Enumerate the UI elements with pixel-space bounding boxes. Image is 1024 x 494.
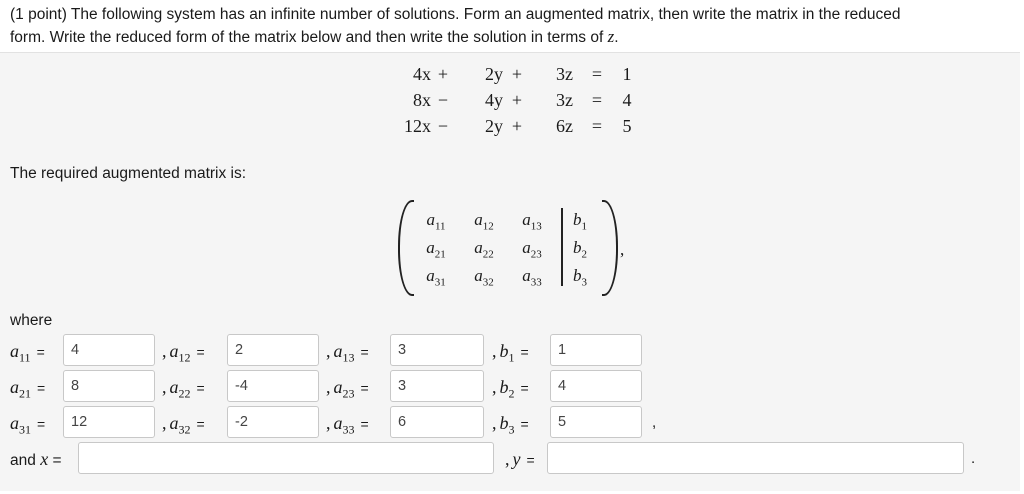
symbol-b: b (573, 238, 582, 257)
trailing-period: . (971, 450, 976, 467)
label-a11 (10, 341, 45, 366)
equals-sign: = (520, 416, 529, 432)
subscript: 11 (19, 350, 31, 365)
input-b3[interactable] (550, 406, 642, 438)
subscript: 3 (581, 276, 587, 289)
variable-x: x (40, 449, 49, 469)
symbol-a: a (522, 266, 531, 285)
equals-sign: = (591, 90, 603, 110)
equals-sign: = (52, 452, 62, 469)
label-x (10, 449, 62, 470)
symbol-a: a (474, 238, 483, 257)
symbol-a: a (333, 413, 343, 433)
matrix-cell-a12 (464, 210, 504, 232)
operator: − (437, 116, 449, 136)
comma: , (326, 377, 331, 397)
symbol-a: a (522, 210, 531, 229)
equals-sign: = (360, 344, 369, 360)
symbol-a: a (333, 341, 343, 361)
input-a31[interactable] (63, 406, 155, 438)
subscript: 31 (19, 422, 31, 437)
equals-sign: = (591, 64, 603, 84)
equals-sign: = (526, 452, 535, 468)
problem-statement (10, 4, 1010, 49)
operator: + (437, 64, 449, 84)
matrix-cell-a11 (416, 210, 456, 232)
equation-system (385, 64, 655, 142)
symbol-a: a (10, 413, 19, 433)
equals-sign: = (37, 416, 46, 432)
equation-row-1 (385, 64, 655, 90)
subscript: 23 (342, 386, 355, 401)
input-b1[interactable] (550, 334, 642, 366)
equals-sign: = (37, 380, 46, 396)
term-y: 2y (485, 116, 503, 136)
augment-divider (561, 208, 563, 286)
subscript: 33 (342, 422, 355, 437)
matrix-cell-a33 (512, 266, 552, 288)
symbolic-augmented-matrix (398, 200, 628, 292)
symbol-a: a (10, 341, 19, 361)
operator: + (511, 90, 523, 110)
input-a22[interactable] (227, 370, 319, 402)
matrix-cell-a31 (416, 266, 456, 288)
operator: + (511, 64, 523, 84)
rhs-value: 1 (622, 64, 632, 84)
symbol-a: a (169, 413, 179, 433)
subscript: 32 (178, 422, 191, 437)
label-y (505, 449, 535, 470)
symbol-a: a (474, 266, 483, 285)
symbol-a: a (169, 341, 179, 361)
subscript: 2 (508, 386, 515, 401)
label-a12 (162, 341, 205, 366)
label-a31 (10, 413, 45, 438)
symbol-a: a (522, 238, 531, 257)
problem-line-2-period: . (614, 29, 619, 46)
matrix-cell-a22 (464, 238, 504, 260)
subscript: 21 (19, 386, 31, 401)
symbol-a: a (426, 266, 435, 285)
comma: , (492, 341, 497, 361)
where-label: where (10, 312, 53, 329)
input-x[interactable] (78, 442, 494, 474)
and-text: and (10, 452, 36, 469)
subscript: 13 (342, 350, 355, 365)
comma: , (326, 341, 331, 361)
equals-sign: = (520, 380, 529, 396)
subscript: 13 (530, 220, 542, 233)
symbol-a: a (474, 210, 483, 229)
matrix-cell-b3 (560, 266, 600, 288)
symbol-b: b (499, 413, 509, 433)
input-a12[interactable] (227, 334, 319, 366)
matrix-cell-a21 (416, 238, 456, 260)
comma: , (492, 413, 497, 433)
comma: , (162, 341, 167, 361)
problem-line-1: (1 point) The following system has an infinite number of solutions. Form an augmented matrix, then write the matrix in the reduced (10, 6, 901, 23)
input-a21[interactable] (63, 370, 155, 402)
subscript: 11 (434, 220, 446, 233)
equals-sign: = (591, 116, 603, 136)
subscript: 23 (530, 248, 542, 261)
matrix-cell-b1 (560, 210, 600, 232)
subscript: 2 (581, 248, 587, 261)
subscript: 3 (508, 422, 515, 437)
equals-sign: = (196, 344, 205, 360)
matrix-cell-b2 (560, 238, 600, 260)
equals-sign: = (196, 416, 205, 432)
operator: + (511, 116, 523, 136)
comma: , (162, 377, 167, 397)
comma: , (162, 413, 167, 433)
matrix-cell-a23 (512, 238, 552, 260)
right-paren (602, 200, 618, 296)
symbol-b: b (499, 377, 509, 397)
symbol-b: b (573, 210, 582, 229)
comma: , (492, 377, 497, 397)
term-y: 2y (485, 64, 503, 84)
variable-z: z (607, 27, 615, 46)
input-a32[interactable] (227, 406, 319, 438)
label-b2 (492, 377, 529, 402)
term-x: 4x (413, 64, 431, 84)
term-x: 8x (413, 90, 431, 110)
equals-sign: = (360, 380, 369, 396)
label-a23 (326, 377, 369, 402)
subscript: 21 (434, 248, 446, 261)
symbol-b: b (573, 266, 582, 285)
equation-row-3 (385, 116, 655, 142)
equals-sign: = (36, 344, 45, 360)
variable-y: y (512, 449, 521, 469)
rhs-value: 4 (622, 90, 632, 110)
matrix-cell-a13 (512, 210, 552, 232)
subscript: 22 (482, 248, 494, 261)
symbol-a: a (426, 210, 435, 229)
symbol-b: b (499, 341, 509, 361)
symbol-a: a (426, 238, 435, 257)
subscript: 22 (178, 386, 191, 401)
term-z: 3z (556, 64, 573, 84)
label-a32 (162, 413, 205, 438)
operator: − (437, 90, 449, 110)
problem-line-2-text: form. Write the reduced form of the matrix below and then write the solution in terms of (10, 29, 608, 46)
term-x: 12x (404, 116, 431, 136)
label-a21 (10, 377, 45, 402)
label-b1 (492, 341, 529, 366)
matrix-cell-a32 (464, 266, 504, 288)
comma: , (505, 449, 510, 469)
equals-sign: = (360, 416, 369, 432)
subscript: 33 (530, 276, 542, 289)
input-b2[interactable] (550, 370, 642, 402)
input-a13[interactable] (390, 334, 484, 366)
problem-line-2 (10, 26, 1010, 49)
required-matrix-label: The required augmented matrix is: (10, 165, 247, 182)
label-b3 (492, 413, 529, 438)
equals-sign: = (196, 380, 205, 396)
subscript: 32 (482, 276, 494, 289)
subscript: 1 (508, 350, 515, 365)
subscript: 12 (482, 220, 494, 233)
label-a33 (326, 413, 369, 438)
comma: , (326, 413, 331, 433)
input-a11[interactable] (63, 334, 155, 366)
subscript: 31 (434, 276, 446, 289)
matrix-comma: , (620, 240, 625, 259)
label-a22 (162, 377, 205, 402)
term-z: 3z (556, 90, 573, 110)
symbol-a: a (10, 377, 19, 397)
input-y[interactable] (547, 442, 964, 474)
symbol-a: a (169, 377, 179, 397)
subscript: 1 (581, 220, 587, 233)
subscript: 12 (178, 350, 191, 365)
input-a33[interactable] (390, 406, 484, 438)
equals-sign: = (520, 344, 529, 360)
equation-row-2 (385, 90, 655, 116)
term-y: 4y (485, 90, 503, 110)
term-z: 6z (556, 116, 573, 136)
rhs-value: 5 (622, 116, 632, 136)
label-a13 (326, 341, 369, 366)
left-paren (398, 200, 414, 296)
symbol-a: a (333, 377, 343, 397)
input-a23[interactable] (390, 370, 484, 402)
row3-trailing-comma: , (652, 414, 657, 431)
